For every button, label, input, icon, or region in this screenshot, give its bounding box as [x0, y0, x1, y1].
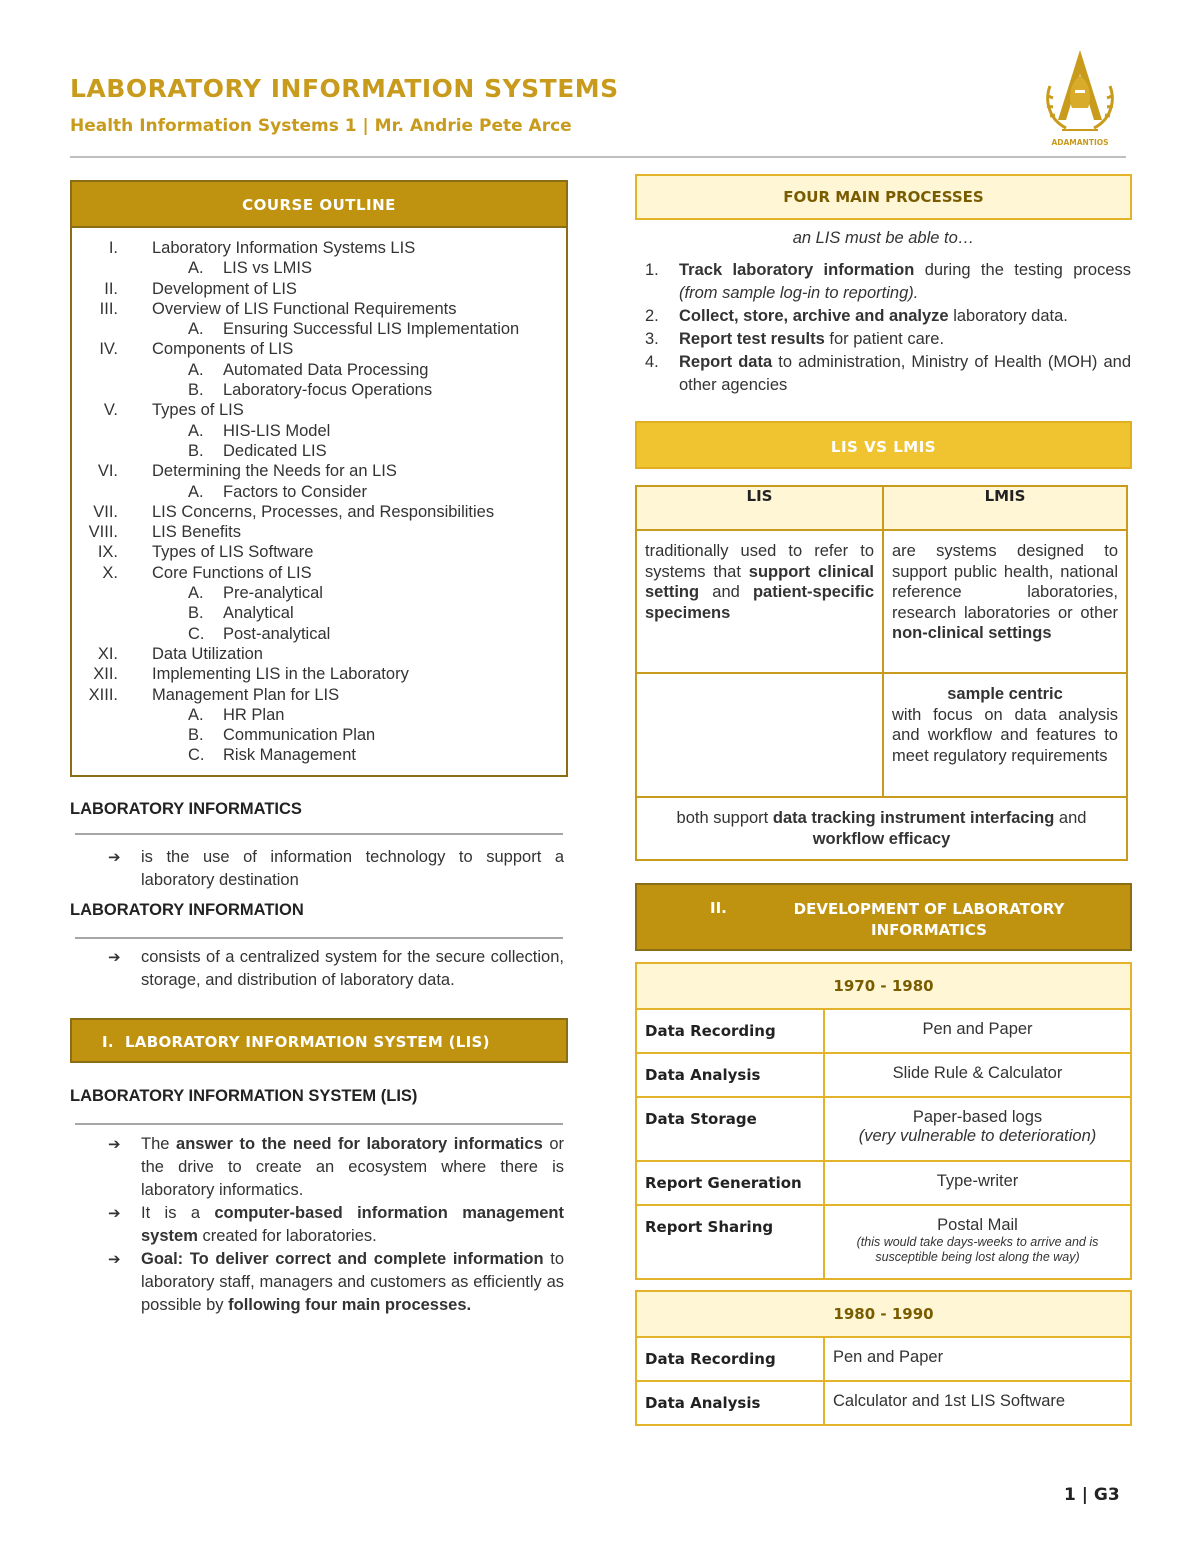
lis-empty-cell	[636, 673, 883, 797]
lis-bullet-3: ➔ Goal: To deliver correct and complete information to laboratory staff, managers and customers as efficiently as possible by following four main processes.	[108, 1250, 564, 1314]
era-row	[636, 1337, 1131, 1381]
lab-informatics-heading: LABORATORY INFORMATICS	[70, 800, 302, 818]
process-number: 3.	[645, 330, 659, 348]
course-outline-list	[72, 228, 566, 766]
section-divider	[75, 937, 563, 939]
outline-subitem-letter: A.	[188, 482, 204, 501]
era-title: 1970 - 1980	[636, 963, 1131, 1009]
process-number: 4.	[645, 353, 659, 371]
outline-subitem-text: Analytical	[223, 604, 294, 623]
outline-subitem-text: Ensuring Successful LIS Implementation	[223, 320, 520, 339]
outline-subitem-text: Risk Management	[223, 746, 356, 765]
era-row	[636, 1009, 1131, 1053]
era-row-label: Data Analysis	[636, 1381, 824, 1425]
outline-item-text: Core Functions of LIS	[152, 563, 312, 582]
era-row	[636, 1161, 1131, 1205]
outline-item	[72, 563, 566, 583]
adamantios-logo	[1040, 46, 1120, 150]
arrow-icon: ➔	[108, 1205, 121, 1222]
lmis-sample-centric: sample centric with focus on data analysis and workflow and features to meet regulatory requirements	[883, 673, 1127, 797]
outline-item-text: Components of LIS	[152, 340, 294, 359]
era-row-label: Data Storage	[636, 1097, 824, 1161]
outline-subitem-letter: A.	[188, 360, 204, 379]
outline-subitem-letter: B.	[188, 604, 204, 623]
outline-subitem	[72, 745, 566, 765]
outline-subitem-letter: A.	[188, 259, 204, 278]
outline-item-number: X.	[102, 563, 118, 582]
outline-item-text: Development of LIS	[152, 279, 297, 298]
outline-item	[72, 502, 566, 522]
header-divider	[70, 156, 1126, 158]
outline-item-text: Laboratory Information Systems LIS	[152, 239, 416, 257]
outline-item	[72, 685, 566, 705]
outline-subitem-text: HR Plan	[223, 705, 285, 724]
col-header-lmis: LMIS	[883, 486, 1127, 530]
era-1980-1990-table	[635, 1290, 1132, 1426]
outline-item	[72, 522, 566, 542]
outline-item-number: XIII.	[88, 685, 118, 704]
era-row-label: Report Sharing	[636, 1205, 824, 1279]
outline-item-text: LIS Concerns, Processes, and Responsibilities	[152, 502, 495, 521]
outline-subitem-letter: B.	[188, 441, 204, 460]
process-item: 3. Report test results for patient care.	[645, 328, 1131, 351]
outline-item-number: VIII.	[88, 523, 118, 542]
outline-item-number: XI.	[97, 644, 118, 663]
outline-item-text: Types of LIS Software	[152, 543, 314, 562]
outline-item	[72, 279, 566, 299]
section-divider	[75, 1123, 563, 1125]
outline-item	[72, 238, 566, 258]
lis-bullet-2: ➔ It is a computer-based information management system created for laboratories.	[108, 1204, 564, 1245]
era-row-value: Calculator and 1st LIS Software	[824, 1381, 1131, 1425]
lis-bullet-1: ➔ The answer to the need for laboratory informatics or the drive to create an ecosystem where there is laboratory informatics.	[108, 1135, 564, 1199]
outline-item-number: II.	[104, 279, 118, 298]
process-item: 1. Track laboratory information during the testing process (from sample log-in to reporting).	[645, 261, 1132, 302]
outline-subitem	[72, 705, 566, 725]
era-row-label: Data Analysis	[636, 1053, 824, 1097]
outline-item-number: VII.	[93, 502, 118, 521]
outline-subitem-text: Factors to Consider	[223, 482, 367, 501]
outline-subitem	[72, 360, 566, 380]
outline-item	[72, 400, 566, 420]
section-1-header	[70, 1018, 568, 1063]
outline-subitem	[72, 441, 566, 461]
era-row-value: Slide Rule & Calculator	[824, 1053, 1131, 1097]
section-2-title: DEVELOPMENT OF LABORATORY INFORMATICS	[793, 900, 1065, 939]
process-number: 2.	[645, 307, 659, 325]
era-row-value: Postal Mail (this would take days-weeks to arrive and is susceptible being lost along the way)	[824, 1205, 1131, 1279]
outline-subitem	[72, 482, 566, 502]
lis-heading: LABORATORY INFORMATION SYSTEM (LIS)	[70, 1087, 418, 1105]
outline-subitem	[72, 319, 566, 339]
outline-item-text: Types of LIS	[152, 401, 244, 420]
outline-item-number: XII.	[93, 665, 118, 684]
outline-subitem-letter: A.	[188, 584, 204, 603]
lab-information-heading: LABORATORY INFORMATION	[70, 901, 304, 919]
outline-item-number: IV.	[99, 340, 118, 359]
outline-item-text: Management Plan for LIS	[152, 685, 340, 704]
process-number: 1.	[645, 261, 659, 279]
outline-subitem	[72, 624, 566, 644]
era-row-value: Paper-based logs (very vulnerable to deterioration)	[824, 1097, 1131, 1161]
outline-item-text: Implementing LIS in the Laboratory	[152, 665, 409, 684]
course-outline-box	[70, 180, 568, 777]
section-divider	[75, 833, 563, 835]
arrow-icon: ➔	[108, 849, 121, 866]
four-main-processes-intro: an LIS must be able to…	[792, 229, 975, 247]
outline-subitem-text: Post-analytical	[223, 624, 331, 643]
era-row	[636, 1205, 1131, 1279]
logo-text: ADAMANTIOS	[1051, 138, 1109, 147]
outline-subitem-letter: C.	[188, 624, 205, 643]
section-2-header	[635, 883, 1132, 951]
outline-subitem	[72, 421, 566, 441]
era-row-value: Type-writer	[824, 1161, 1131, 1205]
era-row	[636, 1381, 1131, 1425]
outline-item	[72, 664, 566, 684]
page-number: 1 | G3	[1064, 1485, 1120, 1505]
outline-item	[72, 644, 566, 664]
outline-subitem-text: Pre-analytical	[223, 584, 323, 603]
arrow-icon: ➔	[108, 1136, 121, 1153]
era-row-label: Data Recording	[636, 1009, 824, 1053]
era-row-label: Report Generation	[636, 1161, 824, 1205]
col-header-lis: LIS	[636, 486, 883, 530]
era-row-value: Pen and Paper	[824, 1337, 1131, 1381]
outline-subitem-letter: B.	[188, 726, 204, 745]
lis-description: traditionally used to refer to systems that support clinical setting and patient-specific specimens	[636, 530, 883, 673]
lis-vs-lmis-title: LIS VS LMIS	[635, 421, 1132, 469]
outline-subitem	[72, 725, 566, 745]
outline-subitem-text: Dedicated LIS	[223, 441, 327, 460]
outline-subitem-text: LIS vs LMIS	[223, 259, 312, 278]
lmis-description: are systems designed to support public health, national reference laboratories, research laboratories or other non-clinical settings	[883, 530, 1127, 673]
outline-item-number: III.	[99, 299, 118, 318]
both-support-cell: both support data tracking instrument interfacing and workflow efficacy	[636, 797, 1127, 860]
section-1-number: I.	[102, 1033, 114, 1051]
four-main-processes-title: FOUR MAIN PROCESSES	[635, 174, 1132, 220]
outline-item	[72, 339, 566, 359]
era-row-value: Pen and Paper	[824, 1009, 1131, 1053]
outline-subitem-letter: B.	[188, 381, 204, 400]
outline-item	[72, 299, 566, 319]
arrow-icon: ➔	[108, 949, 121, 966]
outline-item-number: V.	[103, 401, 118, 420]
process-item: 4. Report data to administration, Ministry of Health (MOH) and other agencies	[645, 353, 1131, 394]
outline-subitem	[72, 380, 566, 400]
outline-item-number: IX.	[97, 543, 118, 562]
arrow-icon: ➔	[108, 1251, 121, 1268]
outline-subitem-letter: A.	[188, 320, 204, 339]
document-subtitle: Health Information Systems 1 | Mr. Andrie Pete Arce	[70, 116, 572, 136]
outline-item	[72, 461, 566, 481]
outline-item-text: Data Utilization	[152, 644, 263, 663]
outline-subitem-text: Automated Data Processing	[223, 360, 429, 379]
outline-subitem-letter: A.	[188, 421, 204, 440]
section-1-title: LABORATORY INFORMATION SYSTEM (LIS)	[124, 1033, 490, 1051]
four-main-processes-list	[645, 259, 1131, 397]
outline-subitem	[72, 583, 566, 603]
outline-subitem-text: Laboratory-focus Operations	[223, 381, 433, 400]
outline-subitem-text: HIS-LIS Model	[223, 421, 331, 440]
era-row	[636, 1097, 1131, 1161]
lis-vs-lmis-table	[635, 485, 1128, 861]
era-row-label: Data Recording	[636, 1337, 824, 1381]
outline-item-text: Determining the Needs for an LIS	[152, 462, 397, 481]
course-outline-title: COURSE OUTLINE	[72, 182, 566, 228]
era-row	[636, 1053, 1131, 1097]
outline-subitem	[72, 603, 566, 623]
outline-item	[72, 542, 566, 562]
process-item: 2. Collect, store, archive and analyze laboratory data.	[645, 305, 1131, 328]
section-2-number: II.	[710, 899, 727, 917]
outline-subitem-letter: C.	[188, 746, 205, 765]
lab-information-bullet: ➔ consists of a centralized system for the secure collection, storage, and distribution of laboratory data.	[108, 948, 564, 989]
era-1970-1980-table	[635, 962, 1132, 1280]
era-title: 1980 - 1990	[636, 1291, 1131, 1337]
outline-item-number: VI.	[97, 462, 118, 481]
outline-item-text: LIS Benefits	[152, 523, 241, 542]
outline-item-text: Overview of LIS Functional Requirements	[152, 299, 457, 318]
outline-subitem	[72, 258, 566, 278]
outline-subitem-letter: A.	[188, 705, 204, 724]
outline-subitem-text: Communication Plan	[223, 726, 376, 745]
outline-item-number: I.	[108, 239, 118, 257]
document-title: LABORATORY INFORMATION SYSTEMS	[70, 74, 619, 103]
lab-informatics-bullet: ➔ is the use of information technology to support a laboratory destination	[108, 848, 564, 889]
